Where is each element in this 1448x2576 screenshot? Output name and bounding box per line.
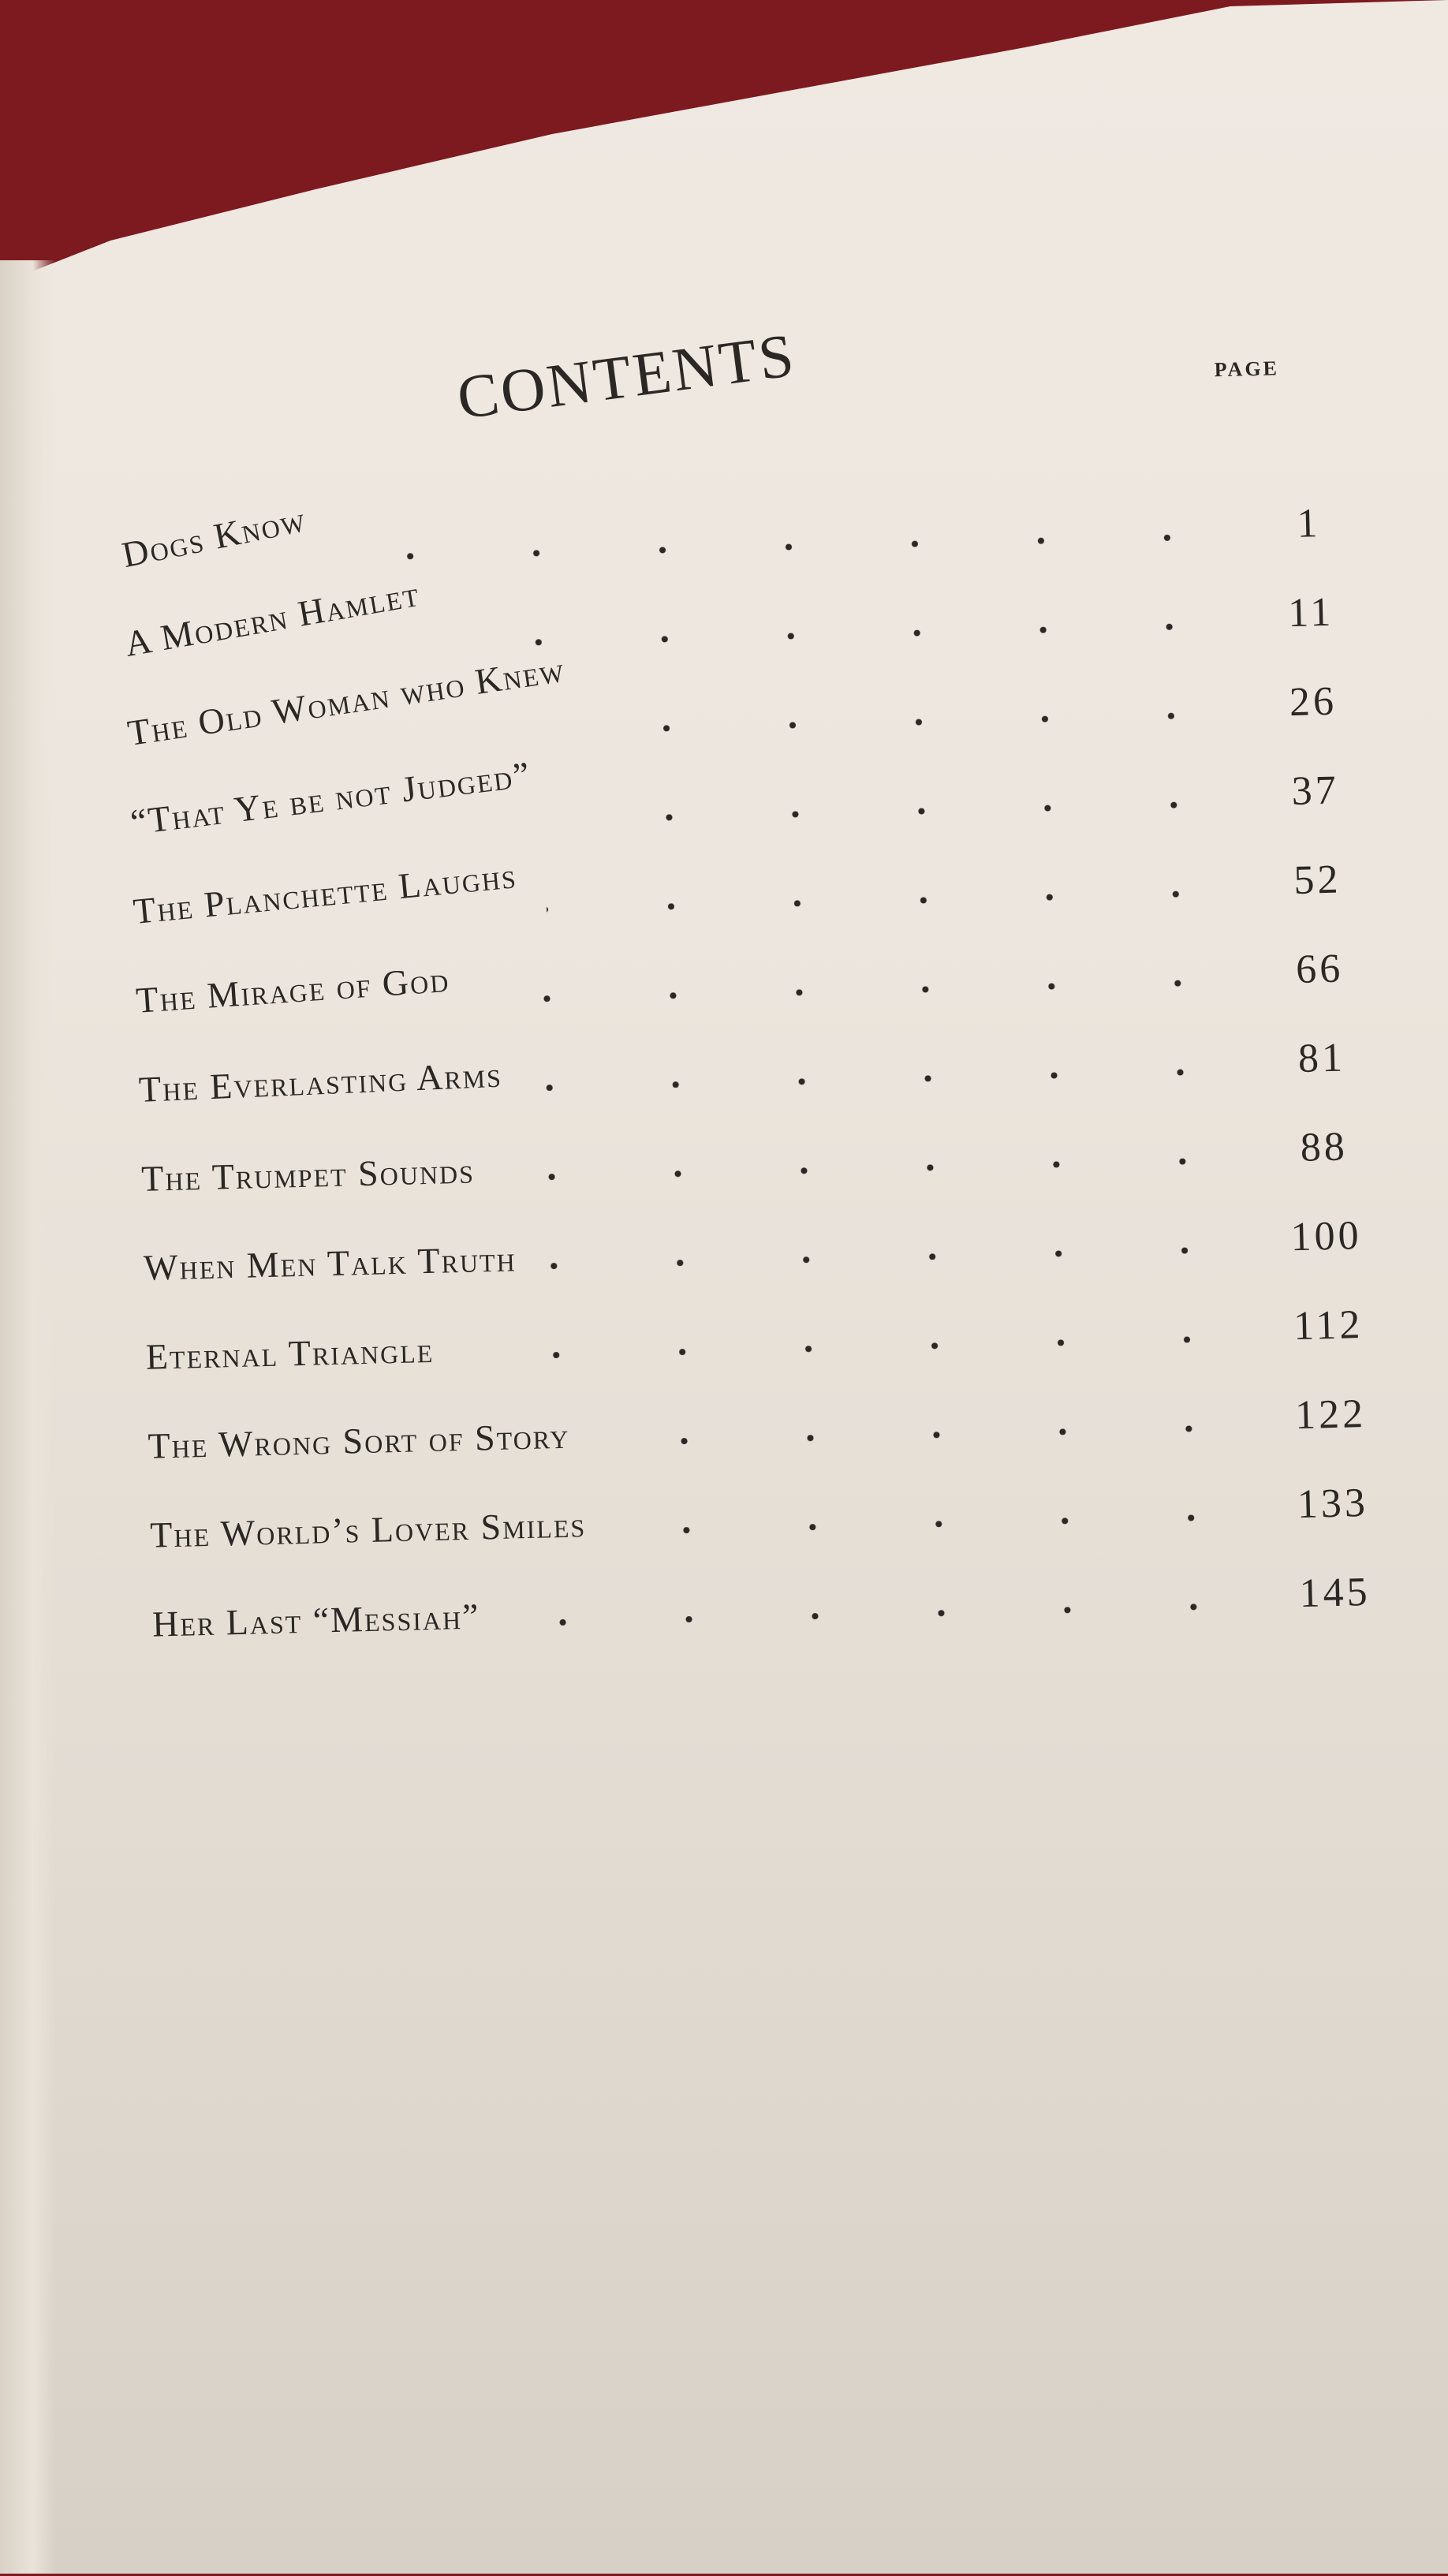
entry-title: The World’s Lover Smiles <box>149 1504 587 1555</box>
entry-page-number: 37 <box>1291 767 1340 815</box>
page-column-header: PAGE <box>1214 357 1280 382</box>
entry-title: The Trumpet Sounds <box>140 1150 476 1199</box>
dot-leader <box>541 1246 1248 1270</box>
toc-entry <box>138 1025 1369 1111</box>
entry-page-number: 11 <box>1287 589 1334 637</box>
toc-entry <box>121 573 1359 665</box>
toc-entry <box>125 648 1360 754</box>
dot-leader <box>610 1513 1254 1535</box>
dot-leader <box>344 533 1230 561</box>
entry-page-number: 145 <box>1298 1569 1371 1617</box>
entry-title: The Wrong Sort of Story <box>147 1415 570 1466</box>
entry-page-number: 26 <box>1289 678 1338 726</box>
page-title: CONTENTS <box>453 319 800 432</box>
entry-title: The Mirage of God <box>134 958 451 1021</box>
entry-title: Eternal Triangle <box>145 1329 435 1377</box>
entry-page-number: 122 <box>1294 1391 1367 1439</box>
dot-leader <box>547 890 1239 913</box>
entry-page-number: 66 <box>1295 946 1344 992</box>
dot-leader <box>528 1068 1243 1092</box>
toc-entry <box>143 1204 1374 1289</box>
dot-leader <box>457 622 1233 648</box>
toc-entry <box>151 1560 1383 1645</box>
toc-entry <box>136 936 1368 1021</box>
entry-page-number: 88 <box>1300 1124 1349 1170</box>
toc-entry <box>118 491 1357 576</box>
toc-entry <box>145 1293 1376 1378</box>
entry-page-number: 81 <box>1297 1035 1346 1081</box>
entry-page-number: 112 <box>1293 1302 1364 1350</box>
dot-leader <box>563 801 1237 823</box>
entry-page-number: 133 <box>1297 1480 1369 1528</box>
dot-leader <box>477 979 1241 1004</box>
dot-leader <box>459 1335 1250 1361</box>
entry-title: The Everlasting Arms <box>138 1054 503 1110</box>
entry-title: A Modern Hamlet <box>121 573 423 665</box>
entry-title: The Old Woman who Knew <box>125 648 568 753</box>
entry-title: Dogs Know <box>118 498 310 576</box>
entry-page-number: 52 <box>1293 857 1342 904</box>
dot-leader <box>505 1602 1256 1626</box>
dot-leader <box>499 1157 1245 1182</box>
toc-entry <box>128 753 1363 843</box>
dot-leader <box>595 1424 1252 1447</box>
toc-entry <box>131 847 1365 932</box>
entry-title: The Planchette Laughs <box>131 855 519 931</box>
toc-entry <box>149 1471 1380 1556</box>
toc-entry <box>140 1114 1371 1200</box>
entry-title: Her Last “Messiah” <box>151 1596 481 1645</box>
dot-leader <box>600 711 1234 734</box>
entry-title: “That Ye be not Judged” <box>128 753 533 842</box>
entry-title: When Men Talk Truth <box>143 1238 517 1288</box>
toc-entry <box>147 1382 1379 1467</box>
entry-page-number: 100 <box>1289 1213 1363 1260</box>
entry-page-number: 1 <box>1296 501 1322 547</box>
